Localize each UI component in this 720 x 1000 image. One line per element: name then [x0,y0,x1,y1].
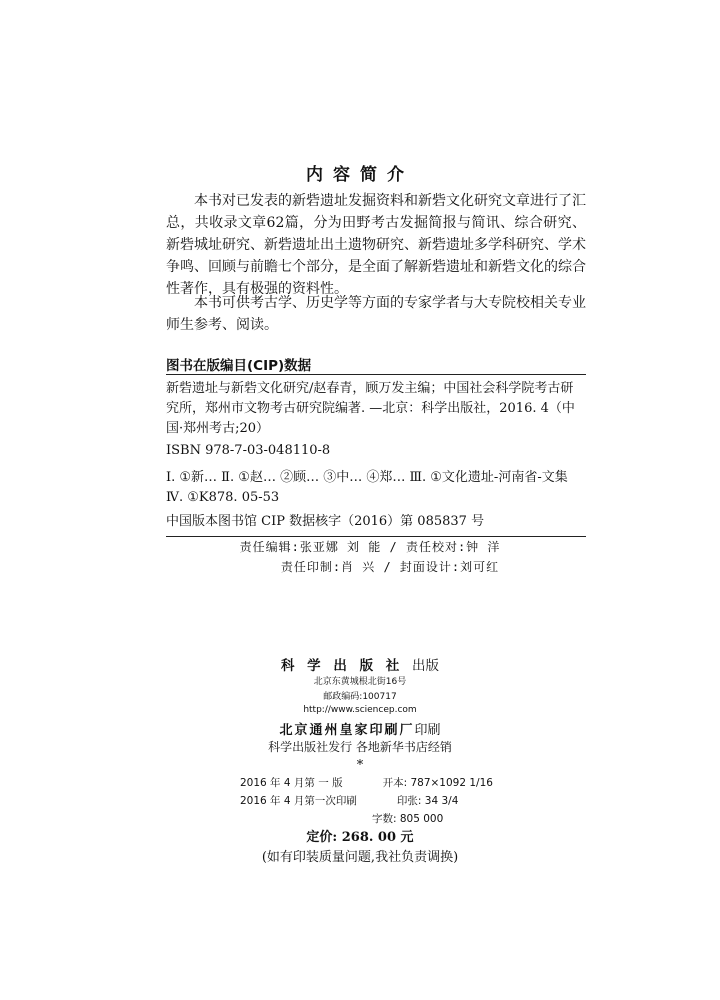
publisher-suffix: 出版 [412,658,439,674]
cip-isbn: ISBN 978-7-03-048110-8 [166,443,331,458]
credits-editors: 责任编辑:张亚娜 刘 能 / 责任校对:钟 洋 [239,540,501,554]
intro-paragraph-1: 本书对已发表的新砦遗址发掘资料和新砦文化研究文章进行了汇总，共收录文章62篇，分为田野考古发掘简报与简讯、综合研究、新砦城址研究、新砦遗址出土遗物研究、新砦遗址多学科研究、学术争鸣、回顾与前瞻七个部分，是全面了解新砦遗址和新砦文化的综合性著作，具有极强的资料性。 [166,193,586,297]
cip-bottom-rule [166,536,586,537]
cip-top-rule [166,374,586,375]
cip-classification: Ⅰ. ①新… Ⅱ. ①赵… ②顾… ③中… ④郑… Ⅲ. ①文化遗址-河南省-文集 Ⅳ. ①K878. 05-53 [166,470,568,505]
publisher-line [0,654,720,674]
cip-catalog-number: 中国版本图书馆 CIP 数据核字（2016）第 085837 号 [166,514,485,529]
spec-edition: 2016 年 4 月第 一 版 [240,777,343,789]
spec-words: 字数: 805 000 [372,813,444,825]
page-title: 内容简介 [306,165,414,185]
printer-suffix: 印刷 [414,723,441,738]
publisher-website: http://www.sciencep.com [303,705,417,715]
price: 定价: 268. 00 元 [306,830,414,845]
publisher-name: 科 学 出 版 社 [280,658,404,674]
separator-star: * [356,758,364,773]
spec-printing: 2016 年 4 月第一次印刷 [240,795,357,807]
publisher-postcode: 邮政编码:100717 [323,692,397,702]
intro-paragraph-2: 本书可供考古学、历史学等方面的专家学者与大专院校相关专业师生参考、阅读。 [166,295,586,333]
publisher-address: 北京东黄城根北街16号 [313,677,407,687]
spec-row-2 [240,793,458,808]
cip-record: 新砦遗址与新砦文化研究/赵春青，顾万发主编；中国社会科学院考古研究所，郑州市文物考古研究院编著. —北京：科学出版社，2016. 4（中国·郑州考古;20） [166,381,575,436]
printer-line [0,719,720,738]
spec-sheets: 印张: 34 3/4 [396,795,459,807]
quality-note: (如有印装质量问题,我社负责调换) [261,850,459,865]
distribution-line: 科学出版社发行 各地新华书店经销 [268,740,452,754]
cip-heading: 图书在版编目(CIP)数据 [166,358,312,374]
printer-name: 北京通州皇家印刷厂 [279,723,415,738]
spec-row-1 [240,775,493,790]
credits-production: 责任印制:肖 兴 / 封面设计:刘可红 [280,560,500,574]
spec-format: 开本: 787×1092 1/16 [382,777,493,789]
